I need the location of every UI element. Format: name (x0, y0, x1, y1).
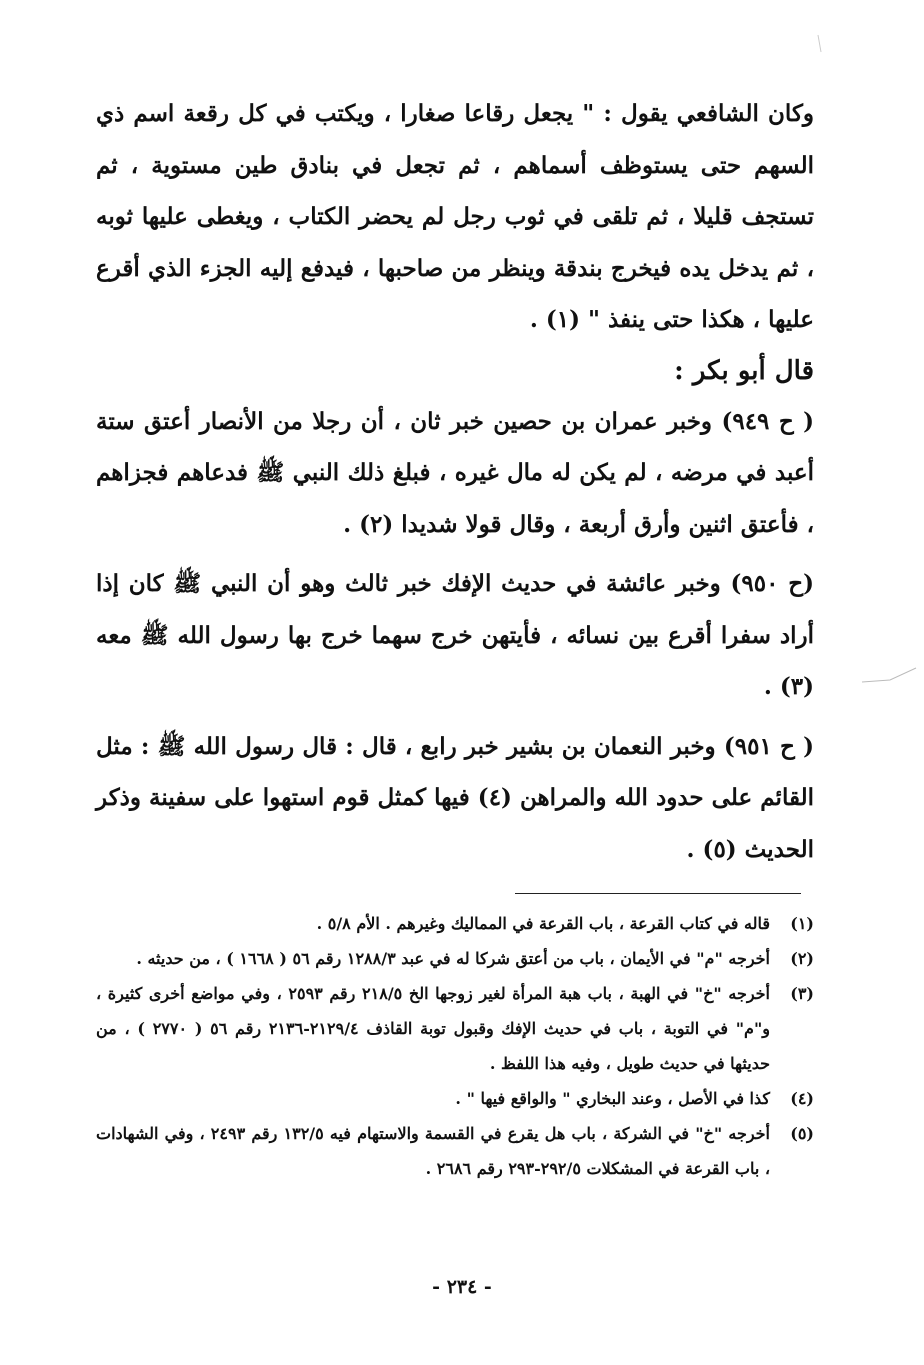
scan-mark (860, 660, 920, 690)
section-heading: قال أبو بكر : (674, 355, 814, 386)
footnote-number: (١) (790, 914, 814, 933)
footnote-text: أخرجه "م" في الأيمان ، باب من أعتق شركا له في عبد ١٢٨٨/٣ رقم ٥٦ ( ١٦٦٨ ) ، من حديثه . (136, 949, 770, 968)
footnote-number: (٤) (790, 1089, 814, 1108)
footnote-text: كذا في الأصل ، وعند البخاري " والواقع فيها " . (455, 1089, 770, 1108)
page-number: - ٢٣٤ - (432, 1276, 492, 1298)
footnote-divider (515, 893, 801, 894)
footnote-number: (٥) (790, 1124, 814, 1143)
footnote-5 (96, 1116, 814, 1186)
hadith-949: ( ح ٩٤٩) وخبر عمران بن حصين خبر ثان ، أن رجلا من الأنصار أعتق ستة أعبد في مرضه ، لم يكن له مال غيره ، فبلغ ذلك النبي ﷺ فدعاهم فجزاهم ، فأعتق اثنين وأرق أربعة ، وقال قولا شديدا (٢) . (96, 407, 814, 538)
footnote-number: (٣) (790, 984, 814, 1003)
footnote-text: قاله في كتاب القرعة ، باب القرعة في المماليك وغيرهم . الأم ٥/٨ . (316, 914, 770, 933)
scan-speck (810, 30, 830, 60)
hadith-951: ( ح ٩٥١) وخبر النعمان بن بشير خبر رابع ، قال : قال رسول الله ﷺ : مثل القائم على حدود الله والمراهن (٤) فيها كمثل قوم استهوا على سفينة وذكر الحديث (٥) . (96, 732, 814, 863)
footnote-text: أخرجه "خ" في الهبة ، باب هبة المرأة لغير زوجها الخ ٢١٨/٥ رقم ٢٥٩٣ ، وفي مواضع أخرى كثيرة ، و"م" في التوبة ، باب في حديث الإفك وقبول توبة القاذف ٢١٢٩/٤-٢١٣٦ رقم ٥٦ ( ٢٧٧٠ ) ، من حديثها في حديث طويل ، وفيه هذا اللفظ . (96, 984, 771, 1073)
footnote-1 (96, 906, 814, 941)
main-text (96, 88, 814, 875)
footnotes (96, 906, 814, 1186)
footnote-text: أخرجه "خ" في الشركة ، باب هل يقرع في القسمة والاستهام فيه ١٣٢/٥ رقم ٢٤٩٣ ، وفي الشهادات ، باب القرعة في المشكلات ٢٩٢/٥-٢٩٣ رقم ٢٦٨٦ . (96, 1124, 770, 1178)
paragraph-shafii: وكان الشافعي يقول : " يجعل رقاعا صغارا ، ويكتب في كل رقعة اسم ذي السهم حتى يستوظف أسماهم ، ثم تجعل في بنادق طين مستوية ، ثم تستجف قليلا ، ثم تلقى في ثوب رجل لم يحضر الكتاب ، ويغطى عليها ثوبه ، ثم يدخل يده فيخرج بندقة وينظر من صاحبها ، فيدفع إليه الجزء الذي أقرع عليها ، هكذا حتى ينفذ " (١) . (96, 100, 814, 333)
footnote-4 (96, 1081, 814, 1116)
footnote-number: (٢) (790, 949, 814, 968)
hadith-950: (ح ٩٥٠) وخبر عائشة في حديث الإفك خبر ثالث وهو أن النبي ﷺ كان إذا أراد سفرا أقرع بين نسائه ، فأيتهن خرج سهما خرج بها رسول الله ﷺ معه (٣) . (96, 570, 814, 700)
footnote-2 (96, 941, 814, 976)
footnote-3 (96, 976, 814, 1081)
